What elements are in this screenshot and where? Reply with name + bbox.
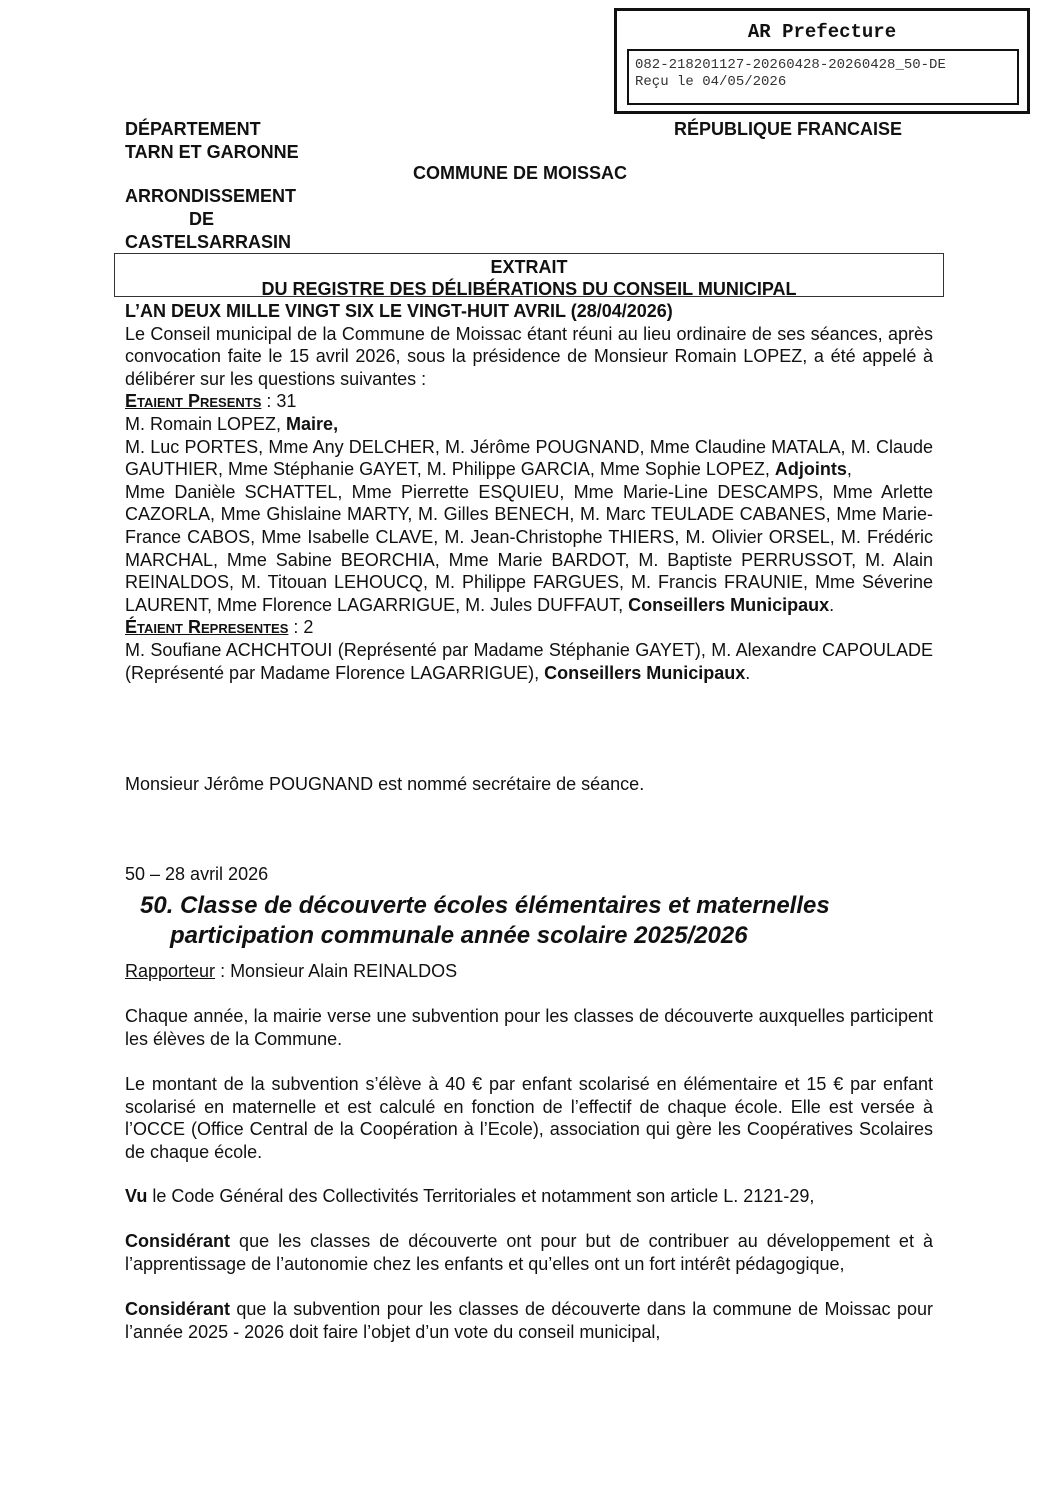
conseillers-title: Conseillers Municipaux bbox=[628, 594, 830, 615]
arrondissement-name: CASTELSARRASIN bbox=[125, 232, 292, 252]
adjoints-paragraph: M. Luc PORTES, Mme Any DELCHER, M. Jérôme POUGNAND, Mme Claudine MATALA, M. Claude GAUTHIER, Mme Stéphanie GAYET, M. Philippe GARCIA, Mme Sophie LOPEZ, Adjoints, bbox=[125, 436, 933, 480]
presents-count: : 31 bbox=[261, 391, 297, 412]
prefecture-stamp bbox=[614, 8, 1030, 114]
deliberation-title-line-2: participation communale année scolaire 2025/2026 bbox=[170, 922, 748, 949]
extrait-box bbox=[114, 253, 944, 297]
considerant-1-text: que les classes de découverte ont pour but de contribuer au développement et à l’apprentissage de l’autonomie chez les enfants et qu’elles ont un fort intérêt pédagogique, bbox=[125, 1231, 933, 1274]
deliberation-title-line-1: 50. Classe de découverte écoles élémentaires et maternelles bbox=[140, 892, 830, 919]
session-block bbox=[125, 300, 933, 684]
rapporteur-label: Rapporteur bbox=[125, 961, 216, 981]
considerant-2-label: Considérant bbox=[125, 1299, 231, 1319]
session-date-heading: L’AN DEUX MILLE VINGT SIX LE VINGT-HUIT AVRIL (28/04/2026) bbox=[125, 301, 673, 321]
conseillers-names: Mme Danièle SCHATTEL, Mme Pierrette ESQUIEU, Mme Marie-Line DESCAMPS, Mme Arlette CAZORLA, Mme Ghislaine MARTY, M. Gilles BENECH, M. Marc TEULADE CABANES, Mme Marie-France CABOS, Mme Isabelle CLAVE, M. Jean-Christophe THIERS, M. Olivier ORSEL, M. Frédéric MARCHAL, Mme Sabine BEORCHIA, Mme Marie BARDOT, M. Baptiste PERRUSSOT, M. Alain REINALDOS, M. Titouan LEHOUCQ, M. Philippe FARGUES, M. Francis FRAUNIE, Mme Séverine LAURENT, Mme Florence LAGARRIGUE, M. Jules DUFFAUT, bbox=[125, 481, 933, 615]
paragraph-2: Le montant de la subvention s’élève à 40 € par enfant scolarisé en élémentaire et 15 € par enfant scolarisé en maternelle et est calculé en fonction de l’effectif de chaque école. Elle est versée à l’OCCE (Office Central de la Coopération à l’Ecole), association qui gère les Coopératives Scolaires de chaque école. bbox=[125, 1074, 933, 1162]
considerant-1-label: Considérant bbox=[125, 1231, 231, 1251]
adjoints-title: Adjoints bbox=[774, 459, 847, 480]
considerant-paragraph-1 bbox=[125, 1230, 933, 1275]
representes-line bbox=[125, 616, 933, 639]
paragraph-1: Chaque année, la mairie verse une subvention pour les classes de découverte auxquelles participent les élèves de la Commune. bbox=[125, 1006, 933, 1049]
arrondissement-de: DE bbox=[189, 209, 215, 229]
maire-title: Maire, bbox=[286, 413, 339, 434]
adjoints-names: M. Luc PORTES, Mme Any DELCHER, M. Jérôme POUGNAND, Mme Claudine MATALA, M. Claude GAUTHIER, Mme Stéphanie GAYET, M. Philippe GARCIA, Mme Sophie LOPEZ, bbox=[125, 436, 933, 480]
vu-paragraph bbox=[125, 1185, 933, 1208]
representes-label: Étaient Representes bbox=[125, 617, 289, 638]
deliberation-ref: 50 – 28 avril 2026 bbox=[125, 864, 269, 884]
stamp-title: AR Prefecture bbox=[747, 21, 897, 43]
arrondissement-label: ARRONDISSEMENT bbox=[125, 186, 297, 206]
extrait-line-2: DU REGISTRE DES DÉLIBÉRATIONS DU CONSEIL MUNICIPAL bbox=[261, 279, 797, 299]
extrait-heading bbox=[115, 256, 943, 300]
considerant-paragraph-2 bbox=[125, 1298, 933, 1343]
deliberation-title bbox=[140, 891, 940, 951]
maire-line bbox=[125, 413, 933, 436]
vu-label: Vu bbox=[125, 1186, 148, 1206]
presents-line bbox=[125, 390, 933, 413]
commune-heading: COMMUNE DE MOISSAC bbox=[413, 163, 628, 183]
stamp-received-date: Reçu le 04/05/2026 bbox=[635, 74, 787, 90]
representes-count: : 2 bbox=[288, 617, 314, 638]
departement-name: TARN ET GARONNE bbox=[125, 142, 299, 162]
secretaire-line: Monsieur Jérôme POUGNAND est nommé secrétaire de séance. bbox=[125, 774, 645, 794]
vu-text: le Code Général des Collectivités Territoriales et notamment son article L. 2121-29, bbox=[147, 1186, 815, 1206]
conseillers-paragraph: Mme Danièle SCHATTEL, Mme Pierrette ESQUIEU, Mme Marie-Line DESCAMPS, Mme Arlette CAZORLA, Mme Ghislaine MARTY, M. Gilles BENECH, M. Marc TEULADE CABANES, Mme Marie-France CABOS, Mme Isabelle CLAVE, M. Jean-Christophe THIERS, M. Olivier ORSEL, M. Frédéric MARCHAL, Mme Sabine BEORCHIA, Mme Marie BARDOT, M. Baptiste PERRUSSOT, M. Alain REINALDOS, M. Titouan LEHOUCQ, M. Philippe FARGUES, M. Francis FRAUNIE, Mme Séverine LAURENT, Mme Florence LAGARRIGUE, M. Jules DUFFAUT, Conseillers Municipaux. bbox=[125, 481, 933, 615]
maire-name: M. Romain LOPEZ, bbox=[125, 413, 287, 434]
rapporteur-name: : Monsieur Alain REINALDOS bbox=[215, 961, 458, 981]
representes-paragraph: M. Soufiane ACHCHTOUI (Représenté par Madame Stéphanie GAYET), M. Alexandre CAPOULADE (Représenté par Madame Florence LAGARRIGUE), Conseillers Municipaux. bbox=[125, 639, 933, 683]
stamp-reference: 082-218201127-20260428-20260428_50-DE bbox=[635, 57, 946, 73]
considerant-2-text: que la subvention pour les classes de découverte dans la commune de Moissac pour l’année 2025 - 2026 doit faire l’objet d’un vote du conseil municipal, bbox=[125, 1299, 933, 1342]
extrait-line-1: EXTRAIT bbox=[490, 257, 568, 277]
representes-title: Conseillers Municipaux bbox=[544, 662, 746, 683]
representes-names: M. Soufiane ACHCHTOUI (Représenté par Madame Stéphanie GAYET), M. Alexandre CAPOULADE (Représenté par Madame Florence LAGARRIGUE), bbox=[125, 639, 933, 683]
republique-heading: RÉPUBLIQUE FRANCAISE bbox=[674, 119, 903, 139]
arrondissement-block bbox=[125, 185, 296, 254]
session-intro: Le Conseil municipal de la Commune de Moissac étant réuni au lieu ordinaire de ses séances, après convocation faite le 15 avril 2026, sous la présidence de Monsieur Romain LOPEZ, a été appelé à délibérer sur les questions suivantes : bbox=[125, 323, 933, 389]
presents-label: Etaient Presents bbox=[125, 391, 262, 412]
stamp-details bbox=[627, 49, 1019, 105]
rapporteur-line bbox=[125, 960, 933, 983]
departement-block bbox=[125, 118, 299, 164]
departement-label: DÉPARTEMENT bbox=[125, 119, 261, 139]
